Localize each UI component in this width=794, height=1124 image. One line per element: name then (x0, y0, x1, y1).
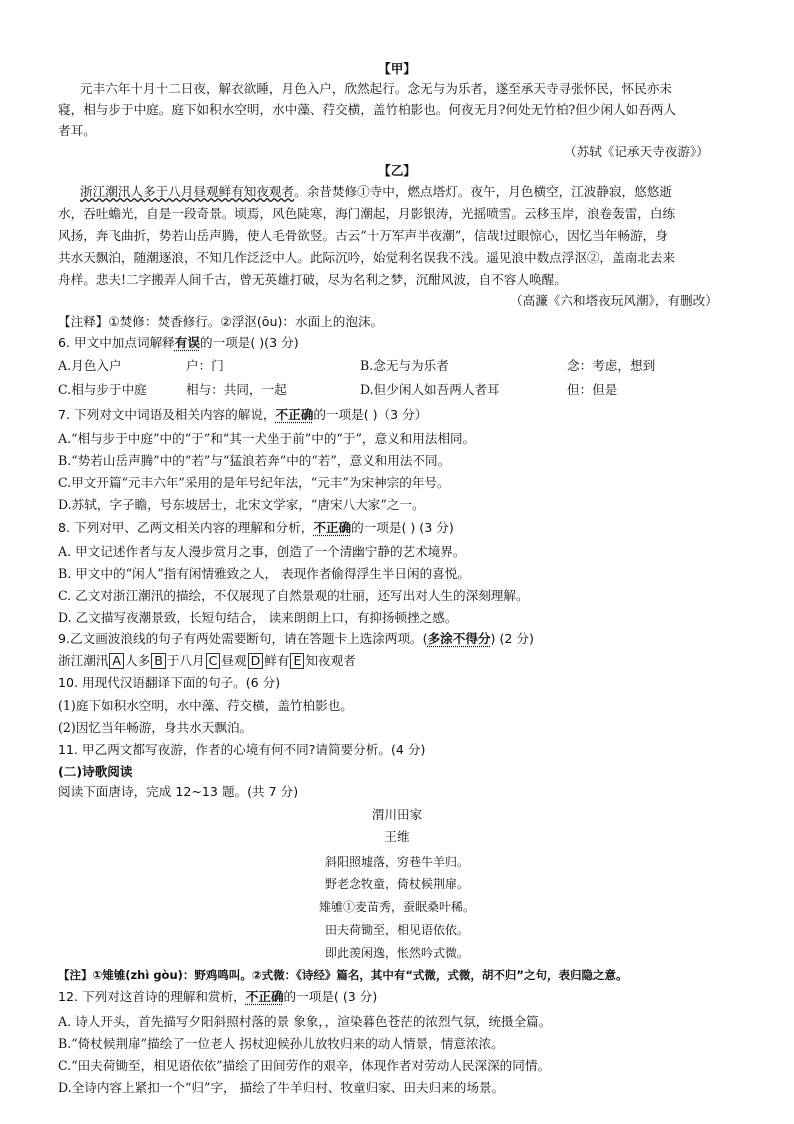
passage-a-source: （苏轼《记承天寺夜游》） (564, 144, 709, 159)
question-6-gloss: 念：考虑，想到 (567, 358, 656, 373)
break-box-d[interactable]: D (248, 653, 264, 669)
question-8-stem: 8. 下列对甲、乙两文相关内容的理解和分析，不正确的一项是( ) (3 分) (58, 520, 454, 535)
question-6-gloss: 但：但是 (567, 382, 618, 397)
poem-note: 【注】①雉雊(zhì gòu)：野鸡鸣叫。②式微：《诗经》篇名，其中有“式微，式微，胡不归”之句，表归隐之意。 (58, 968, 628, 982)
question-12-option: D.全诗内容上紧扣一个“归”字， 描绘了牛羊归村、牧童归家、田夫归来的场景。 (58, 1080, 505, 1095)
poem-line: 雉雊①麦苗秀，蚕眠桑叶稀。 (318, 900, 475, 914)
poem-line: 田夫荷锄至，相见语依依。 (324, 923, 469, 937)
question-6-option: B.念无与为乐者 (360, 358, 449, 373)
poem-line: 斜阳照墟落，穷巷牛羊归。 (324, 855, 469, 869)
passage-b-line: 水，吞吐蟾光，自是一段奇景。顷焉，风色陡寒，海门潮起，月影银涛，光摇喷雪。云移玉岸，浪卷轰雷，白练 (58, 206, 676, 221)
question-8-option: C. 乙文对浙江潮汛的描绘，不仅展现了自然景观的壮丽，还写出对人生的深刻理解。 (58, 588, 529, 603)
question-7-option: A.“相与步于中庭”中的“于”和“其一犬坐于前”中的“于”，意义和用法相同。 (58, 431, 476, 446)
question-9-stem: 9.乙文画波浪线的句子有两处需要断句，请在答题卡上选涂两项。(多涂不得分) (2 分) (58, 631, 534, 646)
poem-author: 王维 (384, 829, 410, 844)
question-7-option: C.甲文开篇“元丰六年”采用的是年号纪年法，“元丰”为宋神宗的年号。 (58, 475, 450, 490)
question-8-option: A. 甲文记述作者与友人漫步赏月之事，创造了一个清幽宁静的艺术境界。 (58, 544, 466, 559)
passage-b-line: 共水天飘泊，随潮逐浪，不知几作泛泛中人。此际沉吟，始觉利名误我不浅。遥见浪中数点浮沤②，盖南北去来 (58, 250, 676, 265)
question-7-option: D.苏轼，字子瞻，号东坡居士，北宋文学家，“唐宋八大家”之一。 (58, 497, 425, 512)
question-6-option: C.相与步于中庭 (58, 382, 147, 397)
question-11-stem: 11. 甲乙两文都写夜游，作者的心境有何不同?请简要分析。(4 分) (58, 742, 426, 757)
question-6-option: A.月色入户 (58, 358, 122, 373)
question-6-gloss: 户：门 (186, 358, 224, 373)
question-12-option: A. 诗人开头，首先描写夕阳斜照村落的景 象象，，渲染暮色苍茫的浓烈气氛，统摄全篇。 (58, 1014, 552, 1029)
question-6-stem: 6. 甲文中加点词解释有误的一项是( )(3 分) (58, 335, 299, 350)
passage-b-line: 浙江潮汛人多于八月昼观鲜有知夜观者。余昔焚修①寺中，燃点塔灯。夜午，月色横空，江波静寂，悠悠逝 (80, 184, 672, 199)
poem-line: 野老念牧童，倚杖候荆扉。 (324, 877, 469, 891)
passage-a-line: 元丰六年十月十二日夜，解衣欲睡，月色入户，欣然起行。念无与为乐者，遂至承天寺寻张怀民，怀民亦未 (80, 81, 672, 96)
break-box-b[interactable]: B (151, 653, 166, 669)
poem-line: 即此羡闲逸，怅然吟式微。 (324, 946, 469, 960)
break-box-e[interactable]: E (290, 653, 304, 669)
passage-b-line: 舟样。悲夫!二字搬弄人间千古，曾无英雄打破，尽为名利之梦，沉酣风波，自不容人唤醒。 (58, 272, 567, 287)
poem-title: 渭川田家 (371, 807, 423, 822)
question-7-stem: 7. 下列对文中词语及相关内容的解说，不正确的一项是( )（3 分） (58, 407, 428, 422)
section-heading: (二)诗歌阅读 (58, 764, 133, 779)
question-9-sentence: 浙江潮汛 A 人多 B 于八月 C 昼观 D 鲜有 E 知夜观者 (58, 653, 356, 668)
annotations: 【注释】①焚修：焚香修行。②浮沤(ōu)：水面上的泡沫。 (58, 314, 384, 329)
passage-a-line: 寝，相与步于中庭。庭下如积水空明，水中藻、荇交横，盖竹柏影也。何夜无月?何处无竹柏?但少闲人如吾两人 (58, 102, 677, 117)
question-10-item: (2)因忆当年畅游，身共水天飘泊。 (58, 720, 253, 735)
passage-b-title: 【乙】 (378, 163, 416, 178)
break-box-a[interactable]: A (109, 653, 124, 669)
question-12-option: C.“田夫荷锄至，相见语依依”描绘了田间劳作的艰辛，体现作者对劳动人民深深的同情。 (58, 1058, 551, 1073)
passage-a-title: 【甲】 (378, 61, 416, 76)
section-intro: 阅读下面唐诗，完成 12~13 题。(共 7 分) (58, 784, 299, 799)
passage-b-line: 风扬，奔飞曲折，势若山岳声腾，使人毛骨欲竖。古云“十万军声半夜潮”，信哉!过眼惊心，因忆当年畅游，身 (58, 228, 668, 243)
question-12-option: B.“倚杖候荆扉”描绘了一位老人 拐杖迎候孙儿放牧归来的动人情景，情意浓浓。 (58, 1036, 504, 1051)
question-6-gloss: 相与：共同，一起 (186, 382, 287, 397)
passage-a-line: 者耳。 (58, 123, 96, 138)
question-12-stem: 12. 下列对这首诗的理解和赏析，不正确的一项是( (3 分) (58, 989, 378, 1004)
break-box-c[interactable]: C (206, 653, 221, 669)
wavy-underlined-sentence: 浙江潮汛人多于八月昼观鲜有知夜观者 (80, 184, 295, 199)
question-8-option: B. 甲文中的“闲人”指有闲情雅致之人， 表现作者偷得浮生半日闲的喜悦。 (58, 566, 470, 581)
question-7-option: B.“势若山岳声腾”中的“若”与“猛浪若奔”中的“若”，意义和用法不同。 (58, 453, 451, 468)
question-6-option: D.但少闲人如吾两人者耳 (360, 382, 500, 397)
question-8-option: D. 乙文描写夜潮景致，长短句结合， 读来朗朗上口，有抑扬顿挫之感。 (58, 610, 458, 625)
question-10-item: (1)庭下如积水空明，水中藻、荇交横，盖竹柏影也。 (58, 698, 353, 713)
question-10-stem: 10. 用现代汉语翻译下面的句子。(6 分) (58, 675, 281, 690)
passage-b-source: （高濂《六和塔夜玩风潮》，有删改） (510, 293, 718, 308)
